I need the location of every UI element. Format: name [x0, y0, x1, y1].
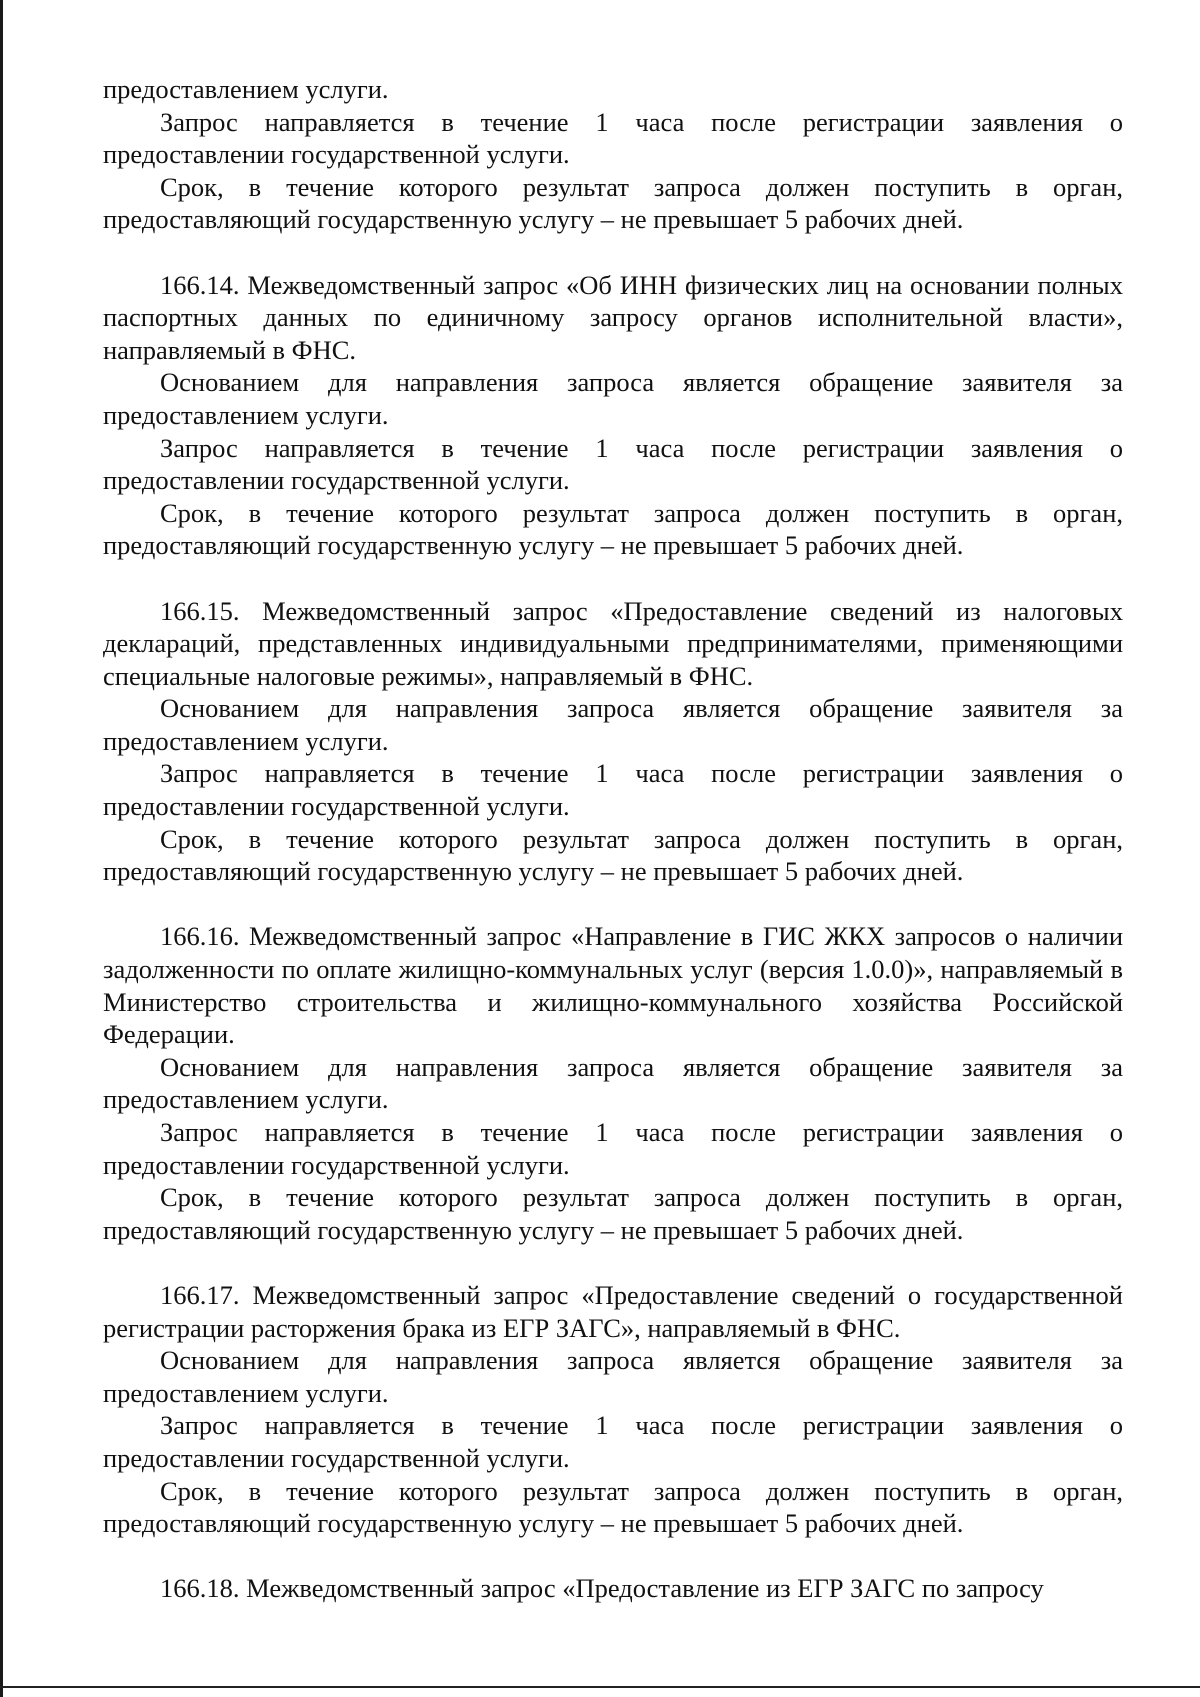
section-heading-166-17: 166.17. Межведомственный запрос «Предоставление сведений о государственной регистрации расторжения брака из ЕГР ЗАГС», направляемый в ФНС. [103, 1279, 1123, 1343]
paragraph-response-deadline: Срок, в течение которого результат запроса должен поступить в орган, предоставляющий государственную услугу – не превышает 5 рабочих дней. [103, 823, 1123, 887]
section-heading-166-18: 166.18. Межведомственный запрос «Предоставление из ЕГР ЗАГС по запросу [160, 1573, 1044, 1604]
section-gap [103, 888, 1123, 921]
section-gap [103, 1246, 1123, 1279]
paragraph-request-timing: Запрос направляется в течение 1 часа после регистрации заявления о предоставлении государственной услуги. [103, 1410, 1123, 1473]
paragraph-response-deadline: Срок, в течение которого результат запроса должен поступить в орган, предоставляющий государственную услугу – не превышает 5 рабочих дней. [103, 1182, 1123, 1245]
section-gap [103, 1540, 1123, 1573]
document-body [103, 73, 1123, 1605]
paragraph-request-timing: Запрос направляется в течение 1 часа после регистрации заявления о предоставлении государственной услуги. [103, 1117, 1123, 1180]
scan-left-edge [0, 0, 3, 1697]
paragraph-request-timing: Запрос направляется в течение 1 часа после регистрации заявления о предоставлении государственной услуги. [103, 432, 1123, 496]
paragraph-response-deadline: Срок, в течение которого результат запроса должен поступить в орган, предоставляющий государственную услугу – не превышает 5 рабочих дней. [103, 497, 1123, 561]
paragraph-request-basis: Основанием для направления запроса является обращение заявителя за предоставлением услуги. [103, 693, 1123, 756]
paragraph-request-timing: Запрос направляется в течение 1 часа после регистрации заявления о предоставлении государственной услуги. [103, 106, 1123, 170]
paragraph-response-deadline: Срок, в течение которого результат запроса должен поступить в орган, предоставляющий государственную услугу – не превышает 5 рабочих дней. [103, 1475, 1123, 1539]
section-heading-166-15: 166.15. Межведомственный запрос «Предоставление сведений из налоговых деклараций, представленных индивидуальными предпринимателями, применяющими специальные налоговые режимы», направляемый в ФНС. [103, 595, 1123, 691]
section-gap [103, 562, 1123, 595]
paragraph-response-deadline: Срок, в течение которого результат запроса должен поступить в орган, предоставляющий государственную услугу – не превышает 5 рабочих дней. [103, 171, 1123, 235]
section-heading-166-16: 166.16. Межведомственный запрос «Направление в ГИС ЖКХ запросов о наличии задолженности по оплате жилищно-коммунальных услуг (версия 1.0.0)», направляемый в Министерство строительства и жилищно-коммунального хозяйства Российской Федерации. [103, 921, 1123, 1050]
paragraph-request-basis: Основанием для направления запроса является обращение заявителя за предоставлением услуги. [103, 1051, 1123, 1115]
paragraph-continuation: предоставлением услуги. [103, 74, 389, 104]
section-gap [103, 236, 1123, 269]
scan-bottom-edge [0, 1686, 1200, 1688]
paragraph-request-basis: Основанием для направления запроса является обращение заявителя за предоставлением услуги. [103, 1345, 1123, 1408]
paragraph-request-timing: Запрос направляется в течение 1 часа после регистрации заявления о предоставлении государственной услуги. [103, 758, 1123, 822]
paragraph-request-basis: Основанием для направления запроса является обращение заявителя за предоставлением услуги. [103, 367, 1123, 430]
section-heading-166-14: 166.14. Межведомственный запрос «Об ИНН физических лиц на основании полных паспортных данных по единичному запросу органов исполнительной власти», направляемый в ФНС. [103, 269, 1123, 365]
